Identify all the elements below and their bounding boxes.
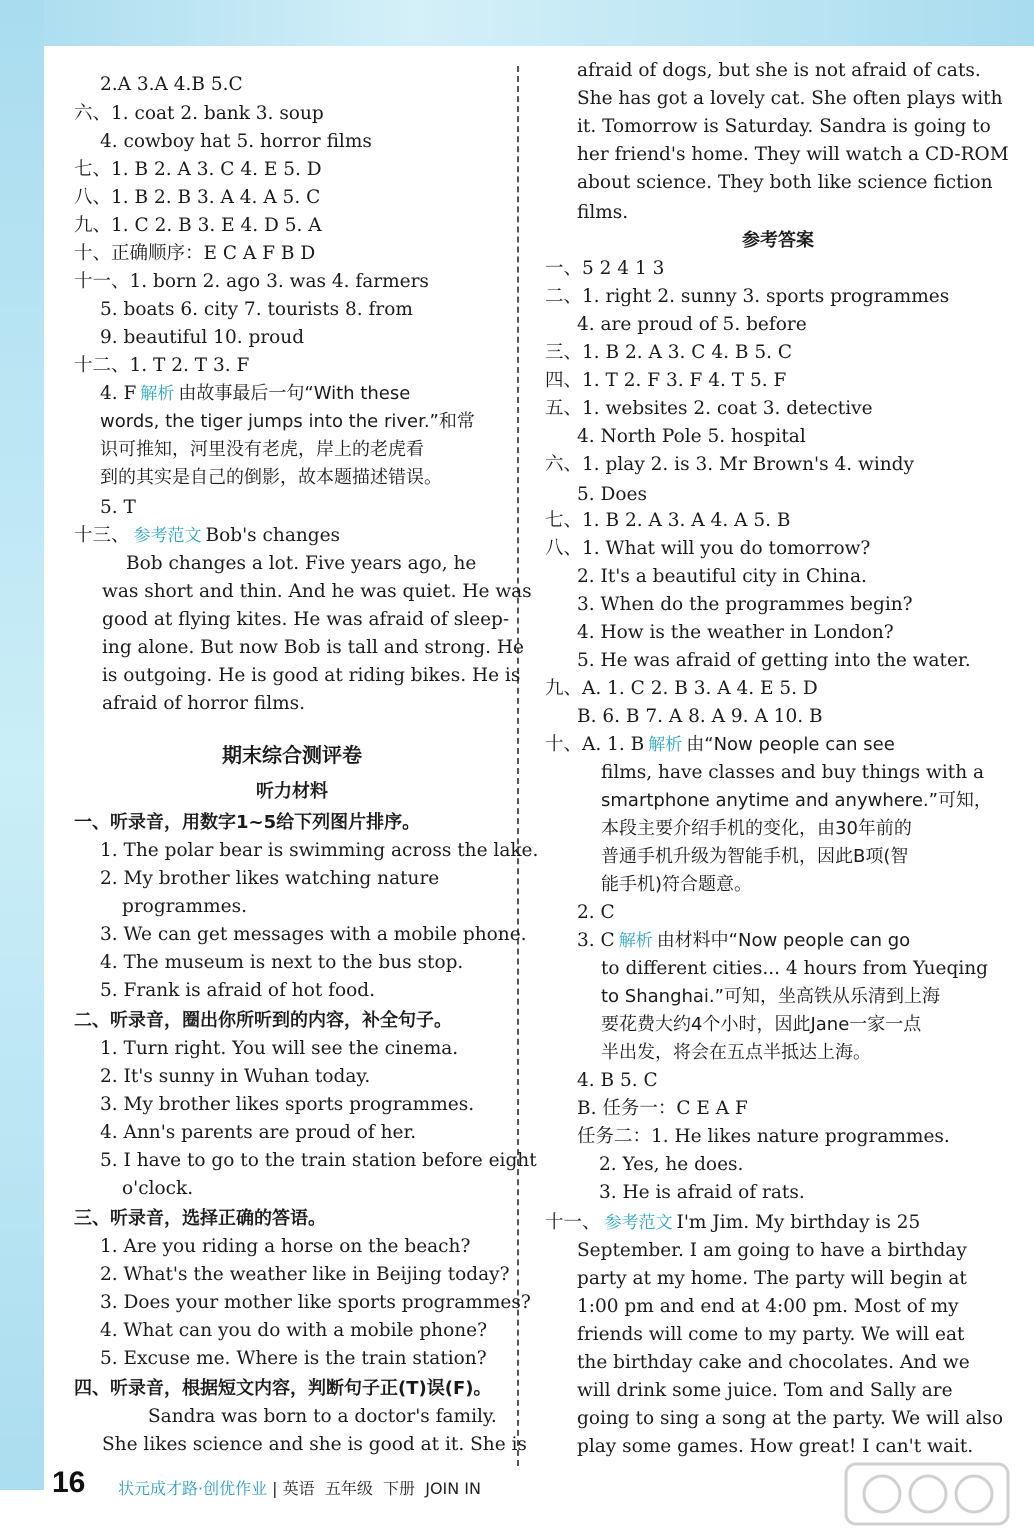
answer-line: 三、1. B 2. A 3. C 4. B 5. C	[545, 342, 793, 363]
listening-line: 5. I have to go to the train station before eight	[100, 1150, 537, 1171]
essay-line: friends will come to my party. We will eat	[577, 1324, 965, 1345]
passage-line: it. Tomorrow is Saturday. Sandra is going to	[577, 116, 991, 137]
answer-line: 八、1. B 2. B 3. A 4. A 5. C	[74, 187, 321, 208]
answer-line: 2. It's a beautiful city in China.	[577, 566, 867, 587]
answer-line: 2. Yes, he does.	[599, 1154, 744, 1175]
page-number: 16	[52, 1466, 86, 1499]
analysis-line	[545, 732, 895, 758]
analysis-line	[100, 381, 410, 407]
listening-line: 2. What's the weather like in Beijing today?	[100, 1264, 510, 1285]
listening-line: o'clock.	[122, 1178, 194, 1199]
answer-line: 十二、1. T 2. T 3. F	[74, 355, 250, 376]
answer-line: 2.A 3.A 4.B 5.C	[100, 74, 243, 95]
analysis-text: 由材料中“Now people can go	[656, 930, 911, 951]
watermark-logo-icon	[842, 1458, 1012, 1530]
listening-line: 5. Frank is afraid of hot food.	[100, 980, 376, 1001]
answer-line: 九、1. C 2. B 3. E 4. D 5. A	[74, 215, 322, 236]
listening-line: 3. Does your mother like sports programmes?	[100, 1292, 531, 1313]
essay-line: was short and thin. And he was quiet. He was	[102, 581, 532, 602]
answer-line: 七、1. B 2. A 3. A 4. A 5. B	[545, 510, 791, 531]
essay-line: I'm Jim. My birthday is 25	[676, 1212, 921, 1233]
essay-line: September. I am going to have a birthday	[577, 1240, 967, 1261]
essay-title: Bob's changes	[205, 525, 341, 546]
answer-line: 3. When do the programmes begin?	[577, 594, 913, 615]
listening-line: 4. The museum is next to the bus stop.	[100, 952, 464, 973]
answer-prefix: 4. F	[100, 383, 137, 404]
analysis-line: words, the tiger jumps into the river.”和常	[100, 411, 475, 432]
analysis-text: 由“Now people can see	[686, 734, 895, 755]
essay-line: the birthday cake and chocolates. And we	[577, 1352, 970, 1373]
answer-line: 十、正确顺序：E C A F B D	[74, 243, 316, 264]
column-divider	[517, 66, 519, 1466]
analysis-tag: 解析	[140, 384, 175, 404]
answer-line: 4. How is the weather in London?	[577, 622, 894, 643]
listening-line: 3. We can get messages with a mobile phone.	[100, 924, 527, 945]
essay-line: Bob changes a lot. Five years ago, he	[126, 553, 477, 574]
answer-line: 六、1. coat 2. bank 3. soup	[74, 103, 324, 124]
answer-line: 2. C	[577, 902, 615, 923]
essay-line: is outgoing. He is good at riding bikes. He is	[102, 665, 521, 686]
listening-line: 1. The polar bear is swimming across the lake.	[100, 840, 539, 861]
page-frame-top	[0, 0, 1034, 46]
analysis-line: 识可推知，河里没有老虎，岸上的老虎看	[100, 439, 424, 460]
listening-line: 2. It's sunny in Wuhan today.	[100, 1066, 371, 1087]
listening-line: 5. Excuse me. Where is the train station?	[100, 1348, 487, 1369]
footer-volume: 下册	[383, 1479, 416, 1498]
passage-line: Sandra was born to a doctor's family.	[148, 1406, 497, 1427]
analysis-line: 要花费大约4个小时，因此Jane一家一点	[601, 1014, 922, 1035]
answer-line: 七、1. B 2. A 3. C 4. E 5. D	[74, 159, 322, 180]
answer-line: 9. beautiful 10. proud	[100, 327, 305, 348]
essay-line: party at my home. The party will begin at	[577, 1268, 967, 1289]
listening-line: programmes.	[122, 896, 247, 917]
answer-line: 一、5 2 4 1 3	[545, 258, 665, 279]
answer-line: 任务二：1. He likes nature programmes.	[577, 1126, 950, 1147]
answer-line: 4. B 5. C	[577, 1070, 658, 1091]
answer-prefix: 3. C	[577, 930, 615, 951]
footer-edition: JOIN IN	[425, 1479, 481, 1498]
answer-line: 二、1. right 2. sunny 3. sports programmes	[545, 286, 950, 307]
sample-tag: 参考范文	[133, 526, 202, 546]
analysis-text: 由故事最后一句“With these	[178, 383, 411, 404]
answer-prefix: 十三、	[74, 525, 130, 546]
listening-line: 2. My brother likes watching nature	[100, 868, 440, 889]
essay-line: will drink some juice. Tom and Sally are	[577, 1380, 953, 1401]
essay-title-line	[545, 1210, 920, 1236]
essay-line: good at flying kites. He was afraid of sleep-	[102, 609, 510, 630]
answer-prefix: 十、A. 1. B	[545, 734, 645, 755]
passage-line: her friend's home. They will watch a CD-ROM	[577, 144, 1009, 165]
answer-line: 4. are proud of 5. before	[577, 314, 807, 335]
essay-title-line	[74, 523, 340, 549]
listening-line: 4. What can you do with a mobile phone?	[100, 1320, 487, 1341]
answer-line: 3. He is afraid of rats.	[599, 1182, 805, 1203]
section-heading: 期末综合测评卷	[222, 743, 362, 767]
essay-line: going to sing a song at the party. We will also	[577, 1408, 1004, 1429]
passage-line: She has got a lovely cat. She often plays with	[577, 88, 1003, 109]
footer-subject: 英语	[282, 1479, 315, 1498]
listening-line: 1. Turn right. You will see the cinema.	[100, 1038, 459, 1059]
analysis-line: to different cities... 4 hours from Yueqing	[601, 958, 988, 979]
passage-line: afraid of dogs, but she is not afraid of cats.	[577, 60, 981, 81]
answer-line: 5. boats 6. city 7. tourists 8. from	[100, 299, 413, 320]
answer-line: 九、A. 1. C 2. B 3. A 4. E 5. D	[545, 678, 818, 699]
answer-line: 5. T	[100, 497, 136, 518]
analysis-line: to Shanghai.”可知，坐高铁从乐清到上海	[601, 986, 940, 1007]
answer-line: B. 任务一：C E A F	[577, 1098, 748, 1119]
analysis-tag: 解析	[618, 931, 653, 951]
essay-line: play some games. How great! I can't wait.	[577, 1436, 974, 1457]
section-subheading: 参考答案	[742, 230, 814, 251]
analysis-tag: 解析	[648, 735, 683, 755]
answer-line: 六、1. play 2. is 3. Mr Brown's 4. windy	[545, 454, 914, 475]
listening-line: 3. My brother likes sports programmes.	[100, 1094, 475, 1115]
question-heading: 一、听录音，用数字1~5给下列图片排序。	[74, 812, 421, 833]
analysis-line: 到的其实是自己的倒影，故本题描述错误。	[100, 467, 442, 488]
question-heading: 四、听录音，根据短文内容，判断句子正(T)误(F)。	[74, 1378, 492, 1399]
answer-prefix: 十一、	[545, 1212, 601, 1233]
passage-line: about science. They both like science fiction	[577, 172, 993, 193]
answer-line: 四、1. T 2. F 3. F 4. T 5. F	[545, 370, 787, 391]
sample-tag: 参考范文	[604, 1213, 673, 1233]
analysis-line: 普通手机升级为智能手机，因此B项(智	[601, 846, 909, 867]
answer-line: 十一、1. born 2. ago 3. was 4. farmers	[74, 271, 429, 292]
analysis-line: 本段主要介绍手机的变化，由30年前的	[601, 818, 912, 839]
essay-line: 1:00 pm and end at 4:00 pm. Most of my	[577, 1296, 959, 1317]
analysis-line: films, have classes and buy things with a	[601, 762, 985, 783]
answer-line: 5. Does	[577, 484, 647, 505]
answer-line: 4. North Pole 5. hospital	[577, 426, 806, 447]
answer-line: B. 6. B 7. A 8. A 9. A 10. B	[577, 706, 823, 727]
question-heading: 二、听录音，圈出你所听到的内容，补全句子。	[74, 1010, 452, 1031]
analysis-line: 能手机)符合题意。	[601, 874, 753, 895]
answer-line: 4. cowboy hat 5. horror films	[100, 131, 372, 152]
analysis-line: smartphone anytime and anywhere.”可知，	[601, 790, 992, 811]
analysis-line: 半出发，将会在五点半抵达上海。	[601, 1042, 871, 1063]
listening-line: 4. Ann's parents are proud of her.	[100, 1122, 417, 1143]
footer-grade: 五年级	[324, 1479, 373, 1498]
analysis-line	[577, 928, 910, 954]
footer-brand: 状元成才路·创优作业	[118, 1479, 268, 1498]
essay-line: afraid of horror films.	[102, 693, 306, 714]
section-subheading: 听力材料	[256, 781, 328, 802]
page-frame-left	[0, 0, 44, 1536]
answer-line: 5. He was afraid of getting into the water.	[577, 650, 971, 671]
answer-line: 五、1. websites 2. coat 3. detective	[545, 398, 873, 419]
question-heading: 三、听录音，选择正确的答语。	[74, 1208, 326, 1229]
answer-line: 八、1. What will you do tomorrow?	[545, 538, 871, 559]
essay-line: ing alone. But now Bob is tall and strong. He	[102, 637, 524, 658]
footer-book-info: 状元成才路·创优作业 | 英语 五年级 下册 JOIN IN	[118, 1479, 481, 1498]
listening-line: 1. Are you riding a horse on the beach?	[100, 1236, 471, 1257]
passage-line: films.	[577, 202, 629, 223]
passage-line: She likes science and she is good at it. She is	[102, 1434, 527, 1455]
